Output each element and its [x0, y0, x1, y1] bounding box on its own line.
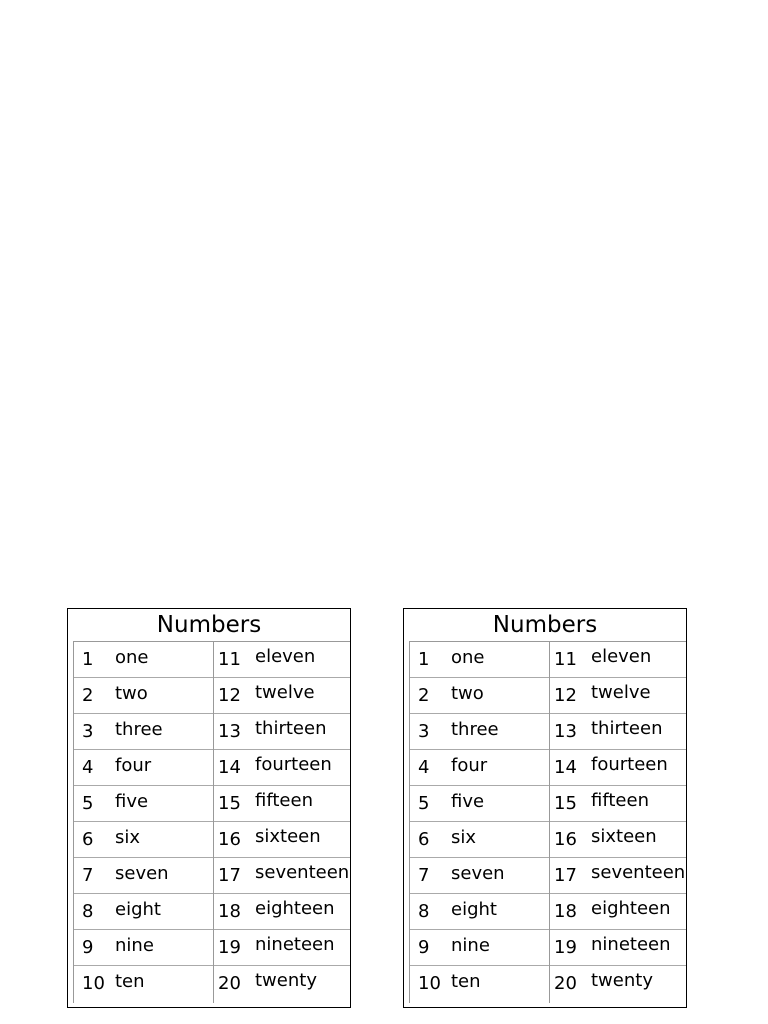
- table-row: [214, 858, 350, 894]
- number-word: twenty: [255, 970, 317, 991]
- number-digit: 13: [218, 721, 241, 742]
- table-row: [410, 714, 549, 750]
- number-digit: 1: [82, 649, 94, 670]
- table-row: [410, 894, 549, 930]
- number-digit: 7: [82, 865, 94, 886]
- table-row: [74, 822, 213, 858]
- table-row: [214, 930, 350, 966]
- table-row: [214, 714, 350, 750]
- number-digit: 9: [82, 937, 94, 958]
- number-digit: 2: [418, 685, 430, 706]
- number-word: fifteen: [591, 790, 649, 811]
- table-row: [74, 966, 213, 1002]
- number-word: nine: [115, 935, 154, 956]
- number-digit: 5: [82, 793, 94, 814]
- number-digit: 18: [554, 901, 577, 922]
- number-word: nineteen: [591, 934, 671, 955]
- table-row: [410, 786, 549, 822]
- number-digit: 17: [218, 865, 241, 886]
- table-row: [550, 894, 686, 930]
- number-digit: 16: [554, 829, 577, 850]
- numbers-column-1-to-10: [410, 642, 550, 1003]
- number-word: thirteen: [255, 718, 327, 739]
- number-digit: 13: [554, 721, 577, 742]
- number-digit: 3: [82, 721, 94, 742]
- number-digit: 10: [82, 973, 105, 994]
- number-word: one: [115, 647, 149, 668]
- number-word: twelve: [591, 682, 651, 703]
- number-digit: 19: [218, 937, 241, 958]
- numbers-column-11-to-20: [550, 642, 686, 1003]
- table-row: [74, 930, 213, 966]
- table-row: [550, 930, 686, 966]
- card-title: Numbers: [492, 612, 598, 638]
- table-row: [214, 750, 350, 786]
- table-row: [410, 750, 549, 786]
- table-row: [410, 642, 549, 678]
- number-digit: 4: [418, 757, 430, 778]
- number-word: six: [115, 827, 141, 848]
- number-word: thirteen: [591, 718, 663, 739]
- table-row: [214, 966, 350, 1002]
- number-word: seven: [451, 863, 505, 884]
- number-digit: 5: [418, 793, 430, 814]
- number-word: one: [451, 647, 485, 668]
- number-word: six: [451, 827, 477, 848]
- number-word: eleven: [255, 646, 316, 667]
- number-digit: 14: [218, 757, 241, 778]
- number-word: two: [115, 683, 148, 704]
- number-digit: 8: [418, 901, 430, 922]
- number-word: fourteen: [591, 754, 668, 775]
- number-word: four: [115, 755, 152, 776]
- numbers-table: [409, 641, 686, 1003]
- numbers-column-11-to-20: [214, 642, 350, 1003]
- table-row: [214, 642, 350, 678]
- number-digit: 6: [82, 829, 94, 850]
- number-word: three: [451, 719, 499, 740]
- number-word: seven: [115, 863, 169, 884]
- table-row: [74, 678, 213, 714]
- table-row: [74, 714, 213, 750]
- table-row: [410, 930, 549, 966]
- number-digit: 9: [418, 937, 430, 958]
- number-word: fourteen: [255, 754, 332, 775]
- number-word: eight: [115, 899, 161, 920]
- table-row: [410, 822, 549, 858]
- number-digit: 17: [554, 865, 577, 886]
- number-word: fifteen: [255, 790, 313, 811]
- table-row: [550, 786, 686, 822]
- number-digit: 15: [554, 793, 577, 814]
- number-word: ten: [115, 971, 145, 992]
- numbers-card-left: [67, 608, 351, 1008]
- number-digit: 11: [218, 649, 241, 670]
- number-digit: 8: [82, 901, 94, 922]
- number-word: five: [115, 791, 149, 812]
- number-word: twenty: [591, 970, 653, 991]
- number-digit: 12: [554, 685, 577, 706]
- card-title: Numbers: [156, 612, 262, 638]
- table-row: [74, 894, 213, 930]
- number-word: four: [451, 755, 488, 776]
- number-digit: 10: [418, 973, 441, 994]
- table-row: [214, 786, 350, 822]
- number-word: eighteen: [591, 898, 671, 919]
- table-row: [74, 858, 213, 894]
- number-word: sixteen: [591, 826, 657, 847]
- table-row: [550, 750, 686, 786]
- numbers-card-right: [403, 608, 687, 1008]
- number-digit: 1: [418, 649, 430, 670]
- table-row: [410, 858, 549, 894]
- table-row: [74, 750, 213, 786]
- number-digit: 19: [554, 937, 577, 958]
- table-row: [410, 966, 549, 1002]
- table-row: [550, 822, 686, 858]
- table-row: [550, 678, 686, 714]
- number-word: seventeen: [591, 862, 686, 883]
- number-word: five: [451, 791, 485, 812]
- number-digit: 15: [218, 793, 241, 814]
- number-digit: 20: [218, 973, 241, 994]
- number-word: seventeen: [255, 862, 350, 883]
- table-row: [550, 858, 686, 894]
- number-digit: 3: [418, 721, 430, 742]
- number-word: twelve: [255, 682, 315, 703]
- table-row: [214, 822, 350, 858]
- table-row: [74, 786, 213, 822]
- number-digit: 7: [418, 865, 430, 886]
- numbers-table: [73, 641, 350, 1003]
- number-word: eight: [451, 899, 497, 920]
- number-word: nine: [451, 935, 490, 956]
- number-digit: 4: [82, 757, 94, 778]
- number-word: three: [115, 719, 163, 740]
- number-digit: 11: [554, 649, 577, 670]
- number-word: ten: [451, 971, 481, 992]
- number-digit: 12: [218, 685, 241, 706]
- number-word: eleven: [591, 646, 652, 667]
- table-row: [550, 714, 686, 750]
- number-word: eighteen: [255, 898, 335, 919]
- number-digit: 16: [218, 829, 241, 850]
- number-word: nineteen: [255, 934, 335, 955]
- number-digit: 20: [554, 973, 577, 994]
- number-digit: 6: [418, 829, 430, 850]
- table-row: [74, 642, 213, 678]
- number-digit: 18: [218, 901, 241, 922]
- table-row: [214, 894, 350, 930]
- number-word: sixteen: [255, 826, 321, 847]
- number-digit: 2: [82, 685, 94, 706]
- table-row: [550, 966, 686, 1002]
- numbers-column-1-to-10: [74, 642, 214, 1003]
- table-row: [214, 678, 350, 714]
- number-digit: 14: [554, 757, 577, 778]
- table-row: [410, 678, 549, 714]
- number-word: two: [451, 683, 484, 704]
- table-row: [550, 642, 686, 678]
